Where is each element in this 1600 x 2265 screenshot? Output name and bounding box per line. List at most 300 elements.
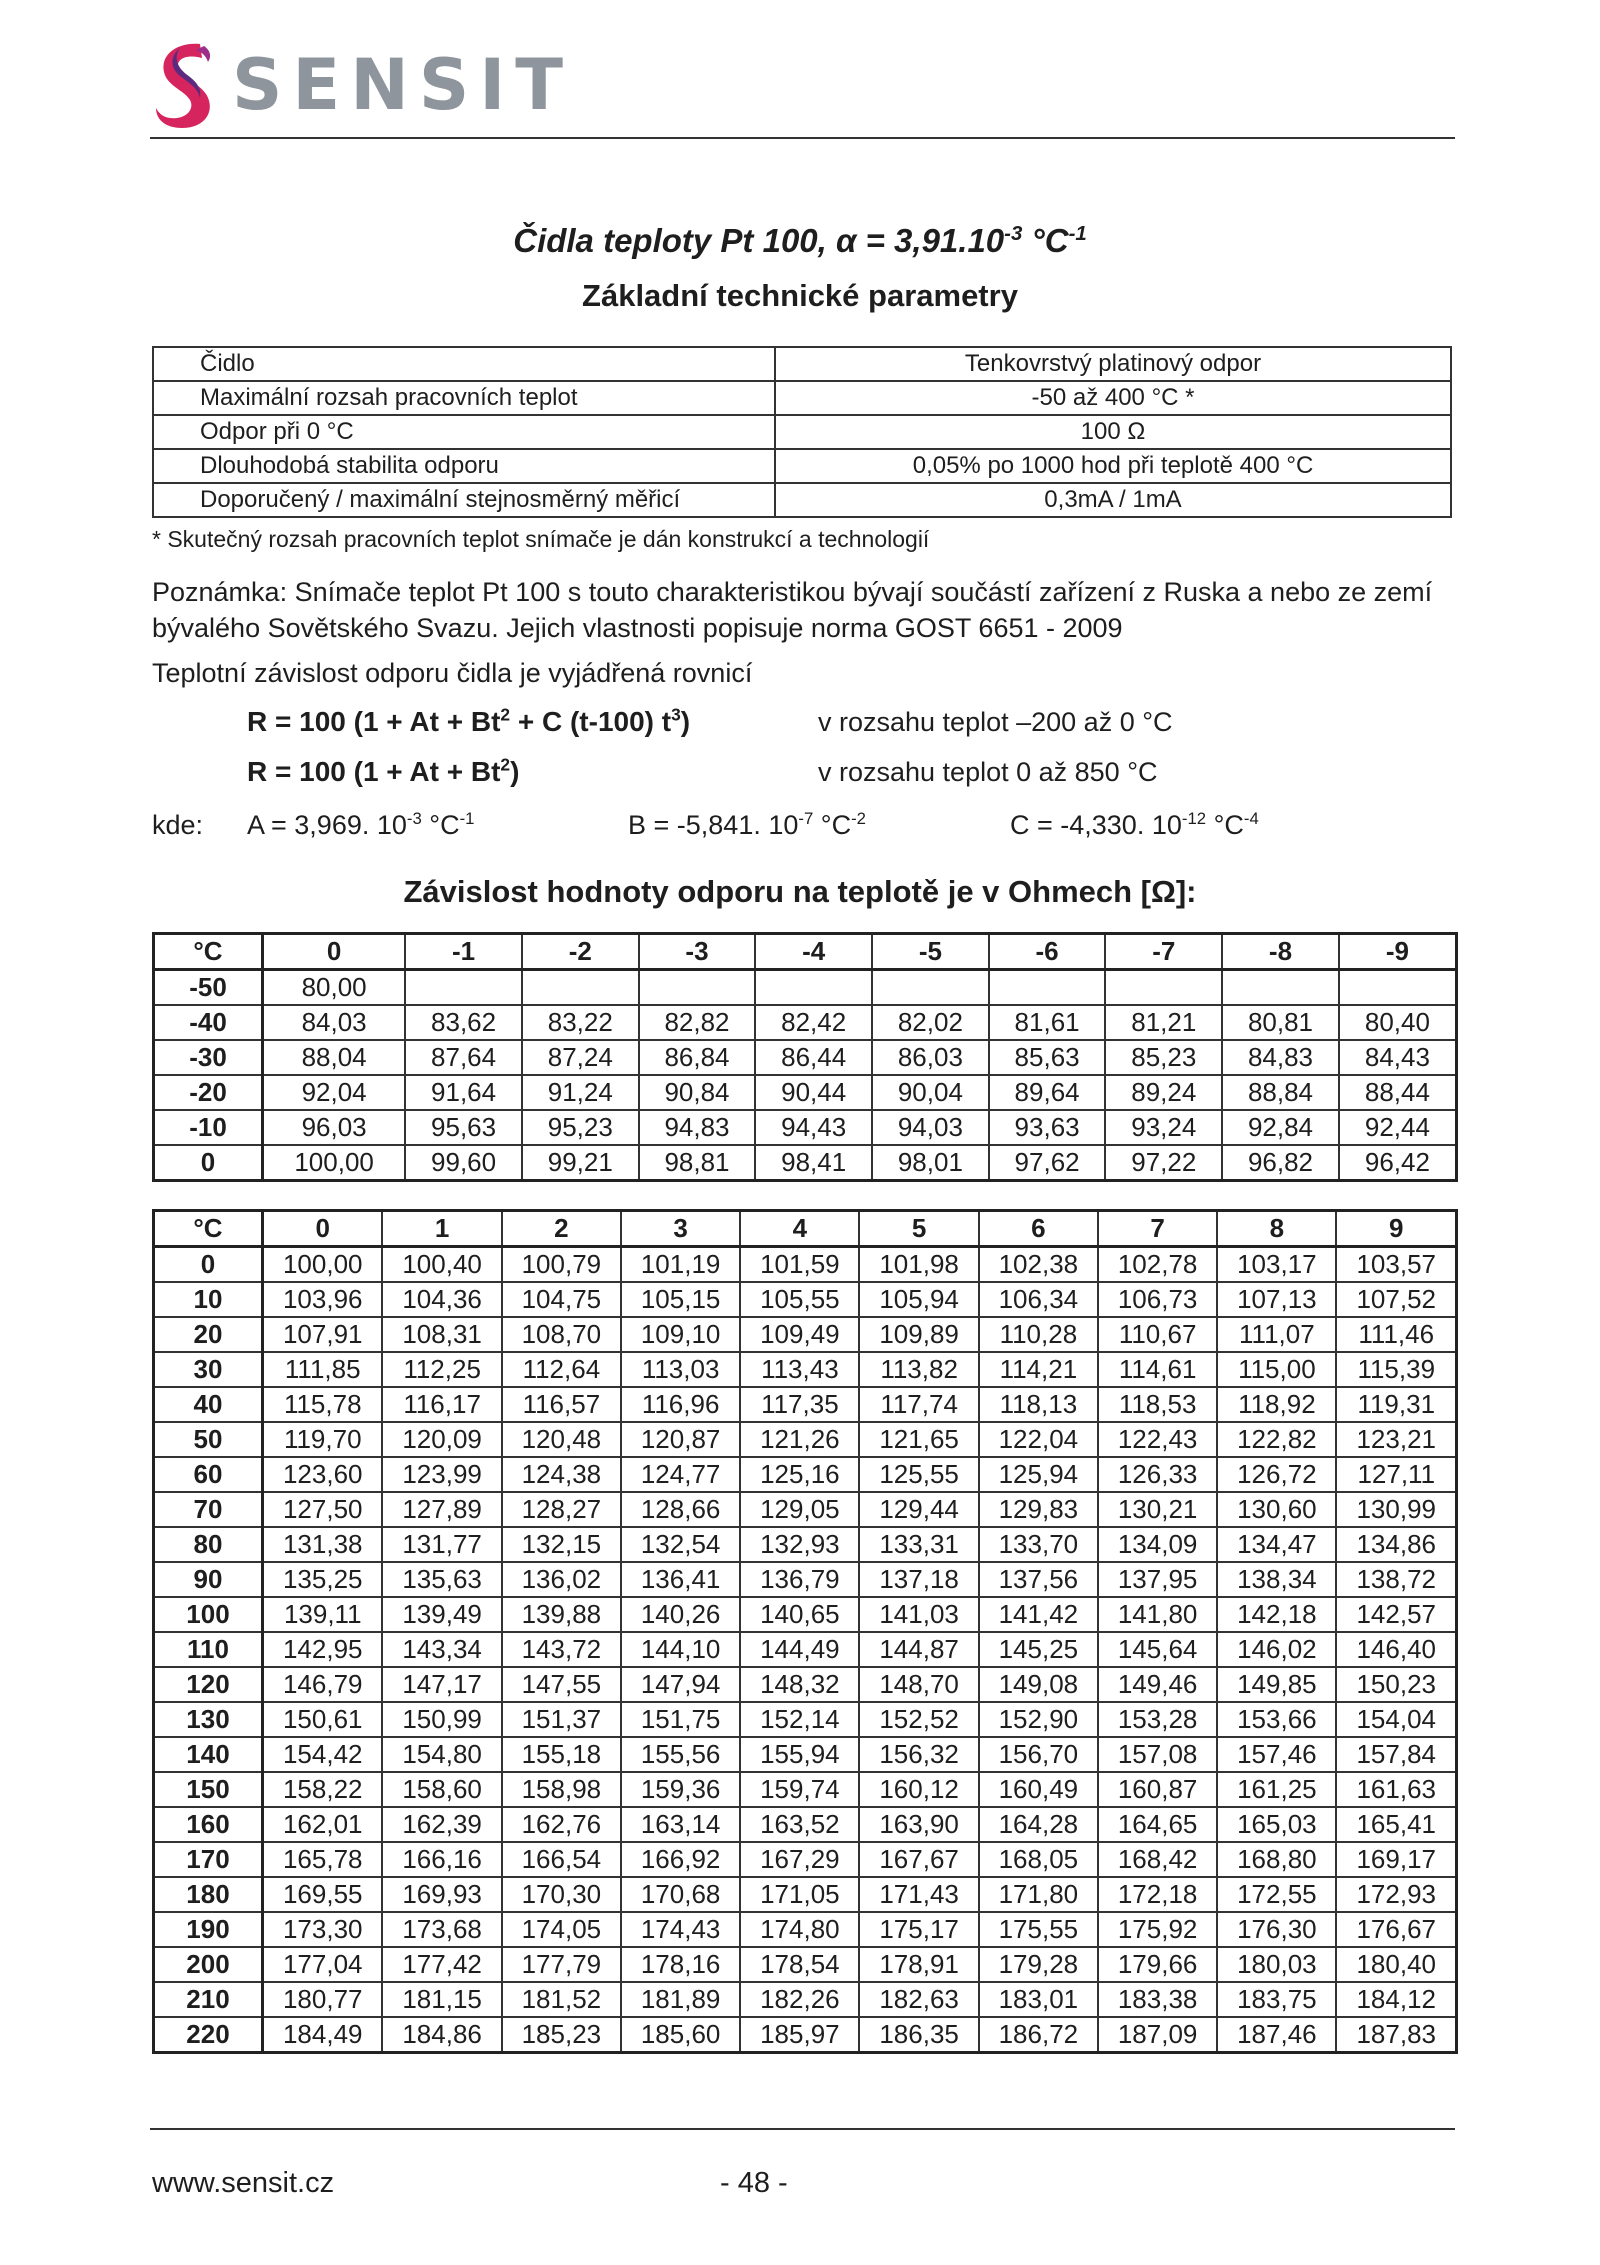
- row-header-temperature: 160: [154, 1807, 263, 1842]
- column-header-unit: °C: [154, 934, 263, 970]
- sensit-logo: [150, 40, 573, 130]
- table-cell: 106,73: [1098, 1282, 1217, 1317]
- resistance-table-negative: [152, 932, 1458, 1182]
- column-header: 2: [502, 1211, 621, 1247]
- column-header: 0: [263, 1211, 383, 1247]
- table-cell: 89,64: [989, 1075, 1106, 1110]
- column-header: 1: [382, 1211, 501, 1247]
- table-cell: 119,31: [1336, 1387, 1456, 1422]
- table-cell: 95,63: [405, 1110, 522, 1145]
- table-row: [154, 1632, 1457, 1667]
- table-cell: 100,79: [502, 1247, 621, 1283]
- table-cell: 135,25: [263, 1562, 383, 1597]
- table-cell: 176,30: [1217, 1912, 1336, 1947]
- table-cell: 160,12: [859, 1772, 978, 1807]
- table-cell: 149,08: [979, 1667, 1098, 1702]
- table-cell: 168,05: [979, 1842, 1098, 1877]
- table-cell: 93,24: [1105, 1110, 1222, 1145]
- table-cell: 180,40: [1336, 1947, 1456, 1982]
- row-header-temperature: 200: [154, 1947, 263, 1982]
- table-cell: 88,44: [1339, 1075, 1457, 1110]
- table-cell: 177,04: [263, 1947, 383, 1982]
- table-cell: 97,22: [1105, 1145, 1222, 1181]
- column-header: 6: [979, 1211, 1098, 1247]
- table-cell: 149,85: [1217, 1667, 1336, 1702]
- table-cell: 186,35: [859, 2017, 978, 2053]
- table-cell: 170,68: [621, 1877, 740, 1912]
- table-cell: 187,46: [1217, 2017, 1336, 2053]
- table-cell: 118,13: [979, 1387, 1098, 1422]
- table-cell: 118,92: [1217, 1387, 1336, 1422]
- row-header-temperature: 180: [154, 1877, 263, 1912]
- table-cell: 147,94: [621, 1667, 740, 1702]
- table-cell: 106,34: [979, 1282, 1098, 1317]
- parameter-row: [153, 415, 1451, 449]
- table-row: [154, 970, 1457, 1006]
- row-header-temperature: 100: [154, 1597, 263, 1632]
- footer-rule: [150, 2128, 1455, 2130]
- table-cell: 110,28: [979, 1317, 1098, 1352]
- table-cell: 95,23: [522, 1110, 639, 1145]
- table-cell: 152,90: [979, 1702, 1098, 1737]
- row-header-temperature: 60: [154, 1457, 263, 1492]
- column-header: -3: [639, 934, 756, 970]
- table-cell: 83,62: [405, 1005, 522, 1040]
- row-header-temperature: 140: [154, 1737, 263, 1772]
- table-cell: 171,80: [979, 1877, 1098, 1912]
- table-row: [154, 1772, 1457, 1807]
- table-cell: 91,24: [522, 1075, 639, 1110]
- table-row: [154, 1737, 1457, 1772]
- table-cell: 178,91: [859, 1947, 978, 1982]
- table-cell: 174,80: [740, 1912, 859, 1947]
- table-cell: 101,19: [621, 1247, 740, 1283]
- table-row: [154, 1667, 1457, 1702]
- table-cell: 162,76: [502, 1807, 621, 1842]
- table-cell: 143,34: [382, 1632, 501, 1667]
- table-cell: 84,03: [263, 1005, 406, 1040]
- footnote: * Skutečný rozsah pracovních teplot snímače je dán konstrukcí a technologií: [152, 526, 930, 552]
- table-cell: 88,84: [1222, 1075, 1339, 1110]
- table-cell: 104,36: [382, 1282, 501, 1317]
- table-cell: 150,99: [382, 1702, 501, 1737]
- parameter-value: 0,3mA / 1mA: [775, 483, 1451, 517]
- table-cell: 117,74: [859, 1387, 978, 1422]
- table-cell: 116,57: [502, 1387, 621, 1422]
- table-cell: 153,66: [1217, 1702, 1336, 1737]
- column-header: -9: [1339, 934, 1457, 970]
- table-cell: 151,37: [502, 1702, 621, 1737]
- table-cell: 98,01: [872, 1145, 989, 1181]
- table-cell: 139,11: [263, 1597, 383, 1632]
- table-cell: 163,52: [740, 1807, 859, 1842]
- table-cell: 122,43: [1098, 1422, 1217, 1457]
- table-cell: 124,38: [502, 1457, 621, 1492]
- table-row: [154, 1040, 1457, 1075]
- table-cell: 104,75: [502, 1282, 621, 1317]
- table-cell: 125,94: [979, 1457, 1098, 1492]
- table-cell: 80,40: [1339, 1005, 1457, 1040]
- table-cell: 140,65: [740, 1597, 859, 1632]
- table-cell: 187,83: [1336, 2017, 1456, 2053]
- table-cell: 155,94: [740, 1737, 859, 1772]
- table-cell: 145,64: [1098, 1632, 1217, 1667]
- table-cell: 113,82: [859, 1352, 978, 1387]
- table-cell: 137,95: [1098, 1562, 1217, 1597]
- column-header: 0: [263, 934, 406, 970]
- row-header-temperature: -10: [154, 1110, 263, 1145]
- table-cell: 180,03: [1217, 1947, 1336, 1982]
- parameter-row: [153, 483, 1451, 517]
- table-cell: 141,03: [859, 1597, 978, 1632]
- column-header: -6: [989, 934, 1106, 970]
- table-cell: 103,17: [1217, 1247, 1336, 1283]
- table-cell: 144,87: [859, 1632, 978, 1667]
- row-header-temperature: 50: [154, 1422, 263, 1457]
- table-cell: 158,98: [502, 1772, 621, 1807]
- parameter-label: Dlouhodobá stabilita odporu: [153, 449, 775, 483]
- parameter-label: Čidlo: [153, 347, 775, 381]
- table-row: [154, 1842, 1457, 1877]
- table-cell: 184,49: [263, 2017, 383, 2053]
- table-cell: 80,81: [1222, 1005, 1339, 1040]
- row-header-temperature: 20: [154, 1317, 263, 1352]
- table-cell: 142,95: [263, 1632, 383, 1667]
- table-cell: 98,41: [755, 1145, 872, 1181]
- row-header-temperature: 150: [154, 1772, 263, 1807]
- row-header-temperature: 120: [154, 1667, 263, 1702]
- table-cell: 134,09: [1098, 1527, 1217, 1562]
- table-cell: 123,99: [382, 1457, 501, 1492]
- column-header: 7: [1098, 1211, 1217, 1247]
- table-cell: 122,82: [1217, 1422, 1336, 1457]
- table-cell: 137,18: [859, 1562, 978, 1597]
- table-cell: 166,54: [502, 1842, 621, 1877]
- table-cell: 136,41: [621, 1562, 740, 1597]
- table-cell: 98,81: [639, 1145, 756, 1181]
- table-cell: 133,70: [979, 1527, 1098, 1562]
- table-cell: 181,89: [621, 1982, 740, 2017]
- table-cell: 144,10: [621, 1632, 740, 1667]
- table-cell: 91,64: [405, 1075, 522, 1110]
- logo-text: SENSIT: [232, 44, 574, 126]
- column-header: -8: [1222, 934, 1339, 970]
- table-cell: 182,63: [859, 1982, 978, 2017]
- table-cell: 150,23: [1336, 1667, 1456, 1702]
- table-cell: 128,66: [621, 1492, 740, 1527]
- row-header-temperature: 0: [154, 1247, 263, 1283]
- table-cell: 157,46: [1217, 1737, 1336, 1772]
- table-cell: 126,72: [1217, 1457, 1336, 1492]
- table-cell: 155,18: [502, 1737, 621, 1772]
- table-cell: 105,55: [740, 1282, 859, 1317]
- table-cell: 173,68: [382, 1912, 501, 1947]
- table-cell: 116,96: [621, 1387, 740, 1422]
- table-cell: 112,25: [382, 1352, 501, 1387]
- table-row: [154, 1110, 1457, 1145]
- table-cell: 166,16: [382, 1842, 501, 1877]
- table-cell: 116,17: [382, 1387, 501, 1422]
- row-header-temperature: -20: [154, 1075, 263, 1110]
- table-cell: 100,00: [263, 1145, 406, 1181]
- table-cell: 94,43: [755, 1110, 872, 1145]
- table-cell: 107,91: [263, 1317, 383, 1352]
- table-cell: 122,04: [979, 1422, 1098, 1457]
- table-row: [154, 1912, 1457, 1947]
- column-header: -2: [522, 934, 639, 970]
- table-cell: 83,22: [522, 1005, 639, 1040]
- row-header-temperature: 170: [154, 1842, 263, 1877]
- table-cell: 117,35: [740, 1387, 859, 1422]
- table-cell: 152,52: [859, 1702, 978, 1737]
- table-cell: 109,49: [740, 1317, 859, 1352]
- table-cell: 156,32: [859, 1737, 978, 1772]
- table-cell: 154,80: [382, 1737, 501, 1772]
- table-cell: 90,04: [872, 1075, 989, 1110]
- row-header-temperature: 110: [154, 1632, 263, 1667]
- table-cell: 146,02: [1217, 1632, 1336, 1667]
- table-cell: 82,42: [755, 1005, 872, 1040]
- table-cell: 153,28: [1098, 1702, 1217, 1737]
- table-cell: 96,42: [1339, 1145, 1457, 1181]
- parameter-value: -50 až 400 °C *: [775, 381, 1451, 415]
- table-cell: 129,05: [740, 1492, 859, 1527]
- row-header-temperature: 90: [154, 1562, 263, 1597]
- table-cell: 86,03: [872, 1040, 989, 1075]
- table-cell: 131,38: [263, 1527, 383, 1562]
- table-cell: 100,00: [263, 1247, 383, 1283]
- table-cell: 87,24: [522, 1040, 639, 1075]
- table-cell: [639, 970, 756, 1006]
- table-cell: 102,78: [1098, 1247, 1217, 1283]
- column-header: -4: [755, 934, 872, 970]
- parameters-table: [152, 346, 1452, 518]
- table-cell: 137,56: [979, 1562, 1098, 1597]
- equation-2: R = 100 $(1 + At + Bt^2)$: [247, 754, 520, 787]
- table-cell: 111,85: [263, 1352, 383, 1387]
- table-cell: 141,42: [979, 1597, 1098, 1632]
- table-cell: 158,22: [263, 1772, 383, 1807]
- table-cell: 138,72: [1336, 1562, 1456, 1597]
- table-cell: 127,50: [263, 1492, 383, 1527]
- table-row: [154, 1005, 1457, 1040]
- table-cell: 169,17: [1336, 1842, 1456, 1877]
- table-cell: 86,44: [755, 1040, 872, 1075]
- table-cell: 165,03: [1217, 1807, 1336, 1842]
- table-cell: 123,21: [1336, 1422, 1456, 1457]
- column-header: 3: [621, 1211, 740, 1247]
- table-row: [154, 2017, 1457, 2053]
- coefficient-c: C = -4,330. $10^{-12}$ $^\circ C^{-4}$: [1010, 809, 1259, 840]
- table-cell: 85,63: [989, 1040, 1106, 1075]
- table-cell: 107,13: [1217, 1282, 1336, 1317]
- table-cell: 173,30: [263, 1912, 383, 1947]
- column-header: -7: [1105, 934, 1222, 970]
- table-cell: 139,88: [502, 1597, 621, 1632]
- table-cell: 186,72: [979, 2017, 1098, 2053]
- table-row: [154, 1145, 1457, 1181]
- table-cell: 115,39: [1336, 1352, 1456, 1387]
- coefficient-b: B = -5,841. $10^{-7}$ $^\circ C^{-2}$: [628, 809, 866, 840]
- table-cell: 176,67: [1336, 1912, 1456, 1947]
- parameter-value: 0,05% po 1000 hod při teplotě 400 °C: [775, 449, 1451, 483]
- table-cell: 168,80: [1217, 1842, 1336, 1877]
- table-cell: 108,31: [382, 1317, 501, 1352]
- table-cell: 86,84: [639, 1040, 756, 1075]
- table-cell: 92,44: [1339, 1110, 1457, 1145]
- table-cell: 172,93: [1336, 1877, 1456, 1912]
- table-row: [154, 1877, 1457, 1912]
- table-cell: 141,80: [1098, 1597, 1217, 1632]
- row-header-temperature: 80: [154, 1527, 263, 1562]
- table-cell: 94,03: [872, 1110, 989, 1145]
- table-cell: 92,84: [1222, 1110, 1339, 1145]
- table-cell: 126,33: [1098, 1457, 1217, 1492]
- table-cell: 99,60: [405, 1145, 522, 1181]
- row-header-temperature: 220: [154, 2017, 263, 2053]
- table-cell: 167,67: [859, 1842, 978, 1877]
- parameter-label: Doporučený / maximální stejnosměrný měřicí: [153, 483, 775, 517]
- table-cell: 182,26: [740, 1982, 859, 2017]
- table-cell: 142,18: [1217, 1597, 1336, 1632]
- table-cell: 159,74: [740, 1772, 859, 1807]
- row-header-temperature: 10: [154, 1282, 263, 1317]
- table-cell: 187,09: [1098, 2017, 1217, 2053]
- table-cell: 178,54: [740, 1947, 859, 1982]
- table-cell: 97,62: [989, 1145, 1106, 1181]
- table-cell: 151,75: [621, 1702, 740, 1737]
- table-cell: 169,55: [263, 1877, 383, 1912]
- table-cell: 119,70: [263, 1422, 383, 1457]
- table-cell: 157,84: [1336, 1737, 1456, 1772]
- equation-1-range: v rozsahu teplot –200 až 0 °C: [818, 707, 1173, 737]
- table-cell: 179,28: [979, 1947, 1098, 1982]
- table-cell: [1339, 970, 1457, 1006]
- table-cell: 136,79: [740, 1562, 859, 1597]
- table-cell: 169,93: [382, 1877, 501, 1912]
- table-cell: 154,04: [1336, 1702, 1456, 1737]
- row-header-temperature: -50: [154, 970, 263, 1006]
- column-header: 8: [1217, 1211, 1336, 1247]
- table-row: [154, 1317, 1457, 1352]
- table-cell: 93,63: [989, 1110, 1106, 1145]
- table-cell: 130,99: [1336, 1492, 1456, 1527]
- table-cell: 96,03: [263, 1110, 406, 1145]
- table-row: [154, 1597, 1457, 1632]
- table-cell: 112,64: [502, 1352, 621, 1387]
- table-cell: 84,43: [1339, 1040, 1457, 1075]
- table-cell: 105,94: [859, 1282, 978, 1317]
- table-cell: 152,14: [740, 1702, 859, 1737]
- table-cell: 183,01: [979, 1982, 1098, 2017]
- table-cell: 123,60: [263, 1457, 383, 1492]
- column-header: -1: [405, 934, 522, 970]
- table-cell: 114,61: [1098, 1352, 1217, 1387]
- table-cell: 135,63: [382, 1562, 501, 1597]
- table-cell: 134,86: [1336, 1527, 1456, 1562]
- table-row: [154, 1387, 1457, 1422]
- table-cell: 167,29: [740, 1842, 859, 1877]
- table-cell: 166,92: [621, 1842, 740, 1877]
- table-cell: 90,84: [639, 1075, 756, 1110]
- table-cell: 111,07: [1217, 1317, 1336, 1352]
- table-cell: 81,21: [1105, 1005, 1222, 1040]
- table-row: [154, 1982, 1457, 2017]
- table-cell: 132,54: [621, 1527, 740, 1562]
- row-header-temperature: -30: [154, 1040, 263, 1075]
- table-row: [154, 1282, 1457, 1317]
- table-cell: 118,53: [1098, 1387, 1217, 1422]
- table-cell: 148,70: [859, 1667, 978, 1702]
- table-cell: 174,43: [621, 1912, 740, 1947]
- table-cell: 107,52: [1336, 1282, 1456, 1317]
- note-paragraph: Poznámka: Snímače teplot Pt 100 s touto charakteristikou bývají součástí zařízení z Ruska a nebo ze zemí bývalého Sovětského Svazu. Jejich vlastnosti popisuje norma GOST 6651 - 2009: [152, 577, 1433, 643]
- table-cell: 171,43: [859, 1877, 978, 1912]
- table-cell: 185,23: [502, 2017, 621, 2053]
- table-cell: 102,38: [979, 1247, 1098, 1283]
- table-cell: 109,89: [859, 1317, 978, 1352]
- table-cell: 170,30: [502, 1877, 621, 1912]
- table-cell: 88,04: [263, 1040, 406, 1075]
- table-cell: 185,97: [740, 2017, 859, 2053]
- table-cell: 99,21: [522, 1145, 639, 1181]
- parameter-value: Tenkovrstvý platinový odpor: [775, 347, 1451, 381]
- page-number: - 48 -: [720, 2167, 788, 2199]
- parameter-row: [153, 381, 1451, 415]
- row-header-temperature: 30: [154, 1352, 263, 1387]
- table-cell: 164,65: [1098, 1807, 1217, 1842]
- table-cell: 184,86: [382, 2017, 501, 2053]
- table-cell: 129,83: [979, 1492, 1098, 1527]
- table-cell: 130,21: [1098, 1492, 1217, 1527]
- parameter-label: Maximální rozsah pracovních teplot: [153, 381, 775, 415]
- table-cell: 103,96: [263, 1282, 383, 1317]
- equation-2-range: v rozsahu teplot 0 až 850 °C: [818, 757, 1158, 787]
- table-row: [154, 1492, 1457, 1527]
- equation-intro: Teplotní závislost odporu čidla je vyjádřená rovnicí: [152, 658, 753, 688]
- table-cell: 159,36: [621, 1772, 740, 1807]
- parameter-label: Odpor při 0 °C: [153, 415, 775, 449]
- table-cell: 184,12: [1336, 1982, 1456, 2017]
- table-cell: 132,93: [740, 1527, 859, 1562]
- table-row: [154, 1422, 1457, 1457]
- parameter-row: [153, 347, 1451, 381]
- table-row: [154, 1562, 1457, 1597]
- table-cell: 101,59: [740, 1247, 859, 1283]
- table-cell: 161,25: [1217, 1772, 1336, 1807]
- table-cell: 96,82: [1222, 1145, 1339, 1181]
- column-header-unit: °C: [154, 1211, 263, 1247]
- table-cell: 111,46: [1336, 1317, 1456, 1352]
- table-row: [154, 1947, 1457, 1982]
- table-cell: 80,00: [263, 970, 406, 1006]
- row-header-temperature: 190: [154, 1912, 263, 1947]
- table-cell: 163,14: [621, 1807, 740, 1842]
- coefficients-label: kde:: [152, 810, 204, 840]
- table-cell: 164,28: [979, 1807, 1098, 1842]
- table-cell: [755, 970, 872, 1006]
- table-cell: 161,63: [1336, 1772, 1456, 1807]
- table-row: [154, 1247, 1457, 1283]
- table-cell: 121,65: [859, 1422, 978, 1457]
- table-cell: 146,40: [1336, 1632, 1456, 1667]
- table-cell: 108,70: [502, 1317, 621, 1352]
- table-cell: 154,42: [263, 1737, 383, 1772]
- table-cell: 177,42: [382, 1947, 501, 1982]
- table-cell: 130,60: [1217, 1492, 1336, 1527]
- table-cell: 185,60: [621, 2017, 740, 2053]
- table-cell: 177,79: [502, 1947, 621, 1982]
